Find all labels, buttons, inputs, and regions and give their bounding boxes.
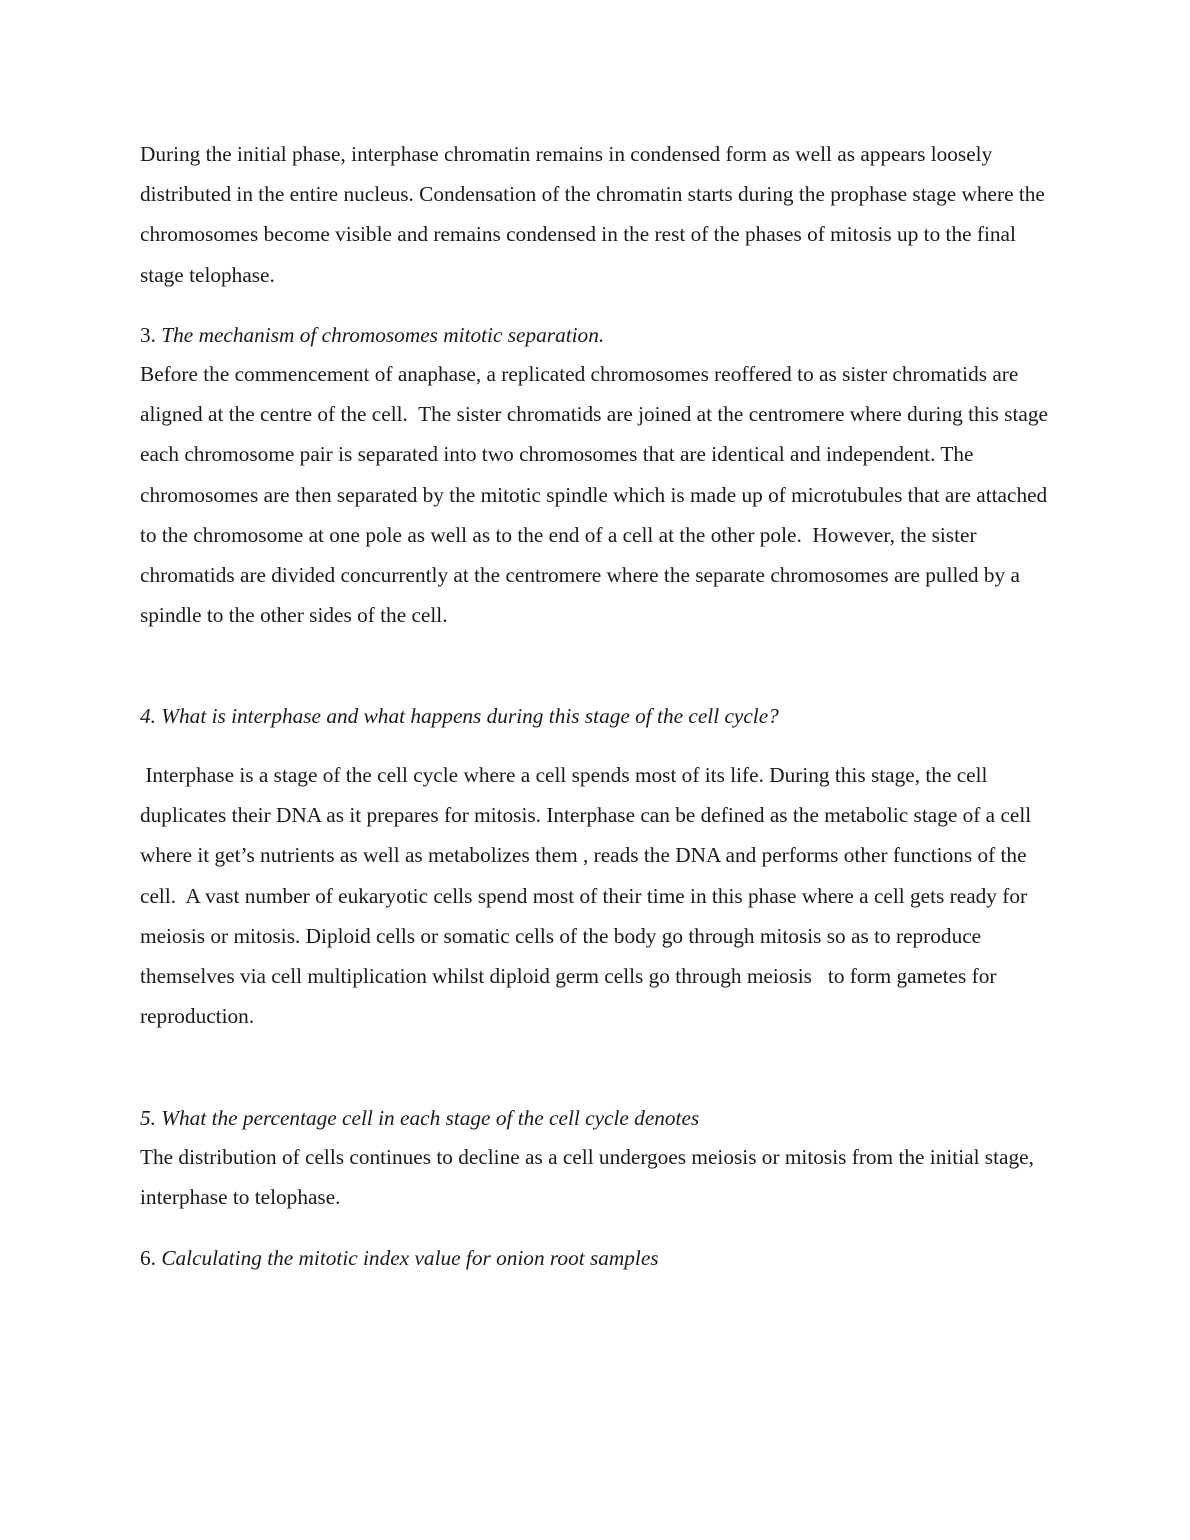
heading-interphase: 4. What is interphase and what happens during this stage of the cell cycle? (140, 704, 779, 728)
heading-mitotic-index (140, 1243, 1060, 1273)
heading-mitotic-separation (140, 320, 1060, 350)
heading-number: 6. (140, 1246, 156, 1270)
paragraph-cell-distribution: The distribution of cells continues to decline as a cell undergoes meiosis or mitosis from the initial stage, interphase to telophase. (140, 1145, 1040, 1210)
paragraph-interphase: Interphase is a stage of the cell cycle where a cell spends most of its life. During this stage, the cell duplicates their DNA as it prepares for mitosis. Interphase can be defined as the metabolic stage of a cell where it get’s nutrients as well as metabolizes them , reads the DNA and performs other functions of the cell. A vast number of eukaryotic cells spend most of their time in this phase where a cell gets ready for meiosis or mitosis. Diploid cells or somatic cells of the body go through mitosis so as to reproduce themselves via cell multiplication whilst diploid germ cells go through meiosis to form gametes for reproduction. (140, 763, 1037, 1029)
heading-text: Calculating the mitotic index value for onion root samples (161, 1246, 659, 1270)
heading-percentage-cells: 5. What the percentage cell in each stage of the cell cycle denotes (140, 1106, 700, 1130)
paragraph-mitotic-separation: Before the commencement of anaphase, a replicated chromosomes reoffered to as sister chromatids are aligned at the centre of the cell. The sister chromatids are joined at the centromere where during this stage each chromosome pair is separated into two chromosomes that are identical and independent. The chromosomes are then separated by the mitotic spindle which is made up of microtubules that are attached to the chromosome at one pole as well as to the end of a cell at the other pole. However, the sister chromatids are divided concurrently at the centromere where the separate chromosomes are pulled by a spindle to the other sides of the cell. (140, 362, 1054, 628)
heading-text: The mechanism of chromosomes mitotic separation. (161, 323, 605, 347)
heading-number: 3. (140, 323, 156, 347)
paragraph-chromatin-condensation: During the initial phase, interphase chromatin remains in condensed form as well as appears loosely distributed in the entire nucleus. Condensation of the chromatin starts during the prophase stage where the chromosomes become visible and remains condensed in the rest of the phases of mitosis up to the final stage telophase. (140, 142, 1051, 287)
